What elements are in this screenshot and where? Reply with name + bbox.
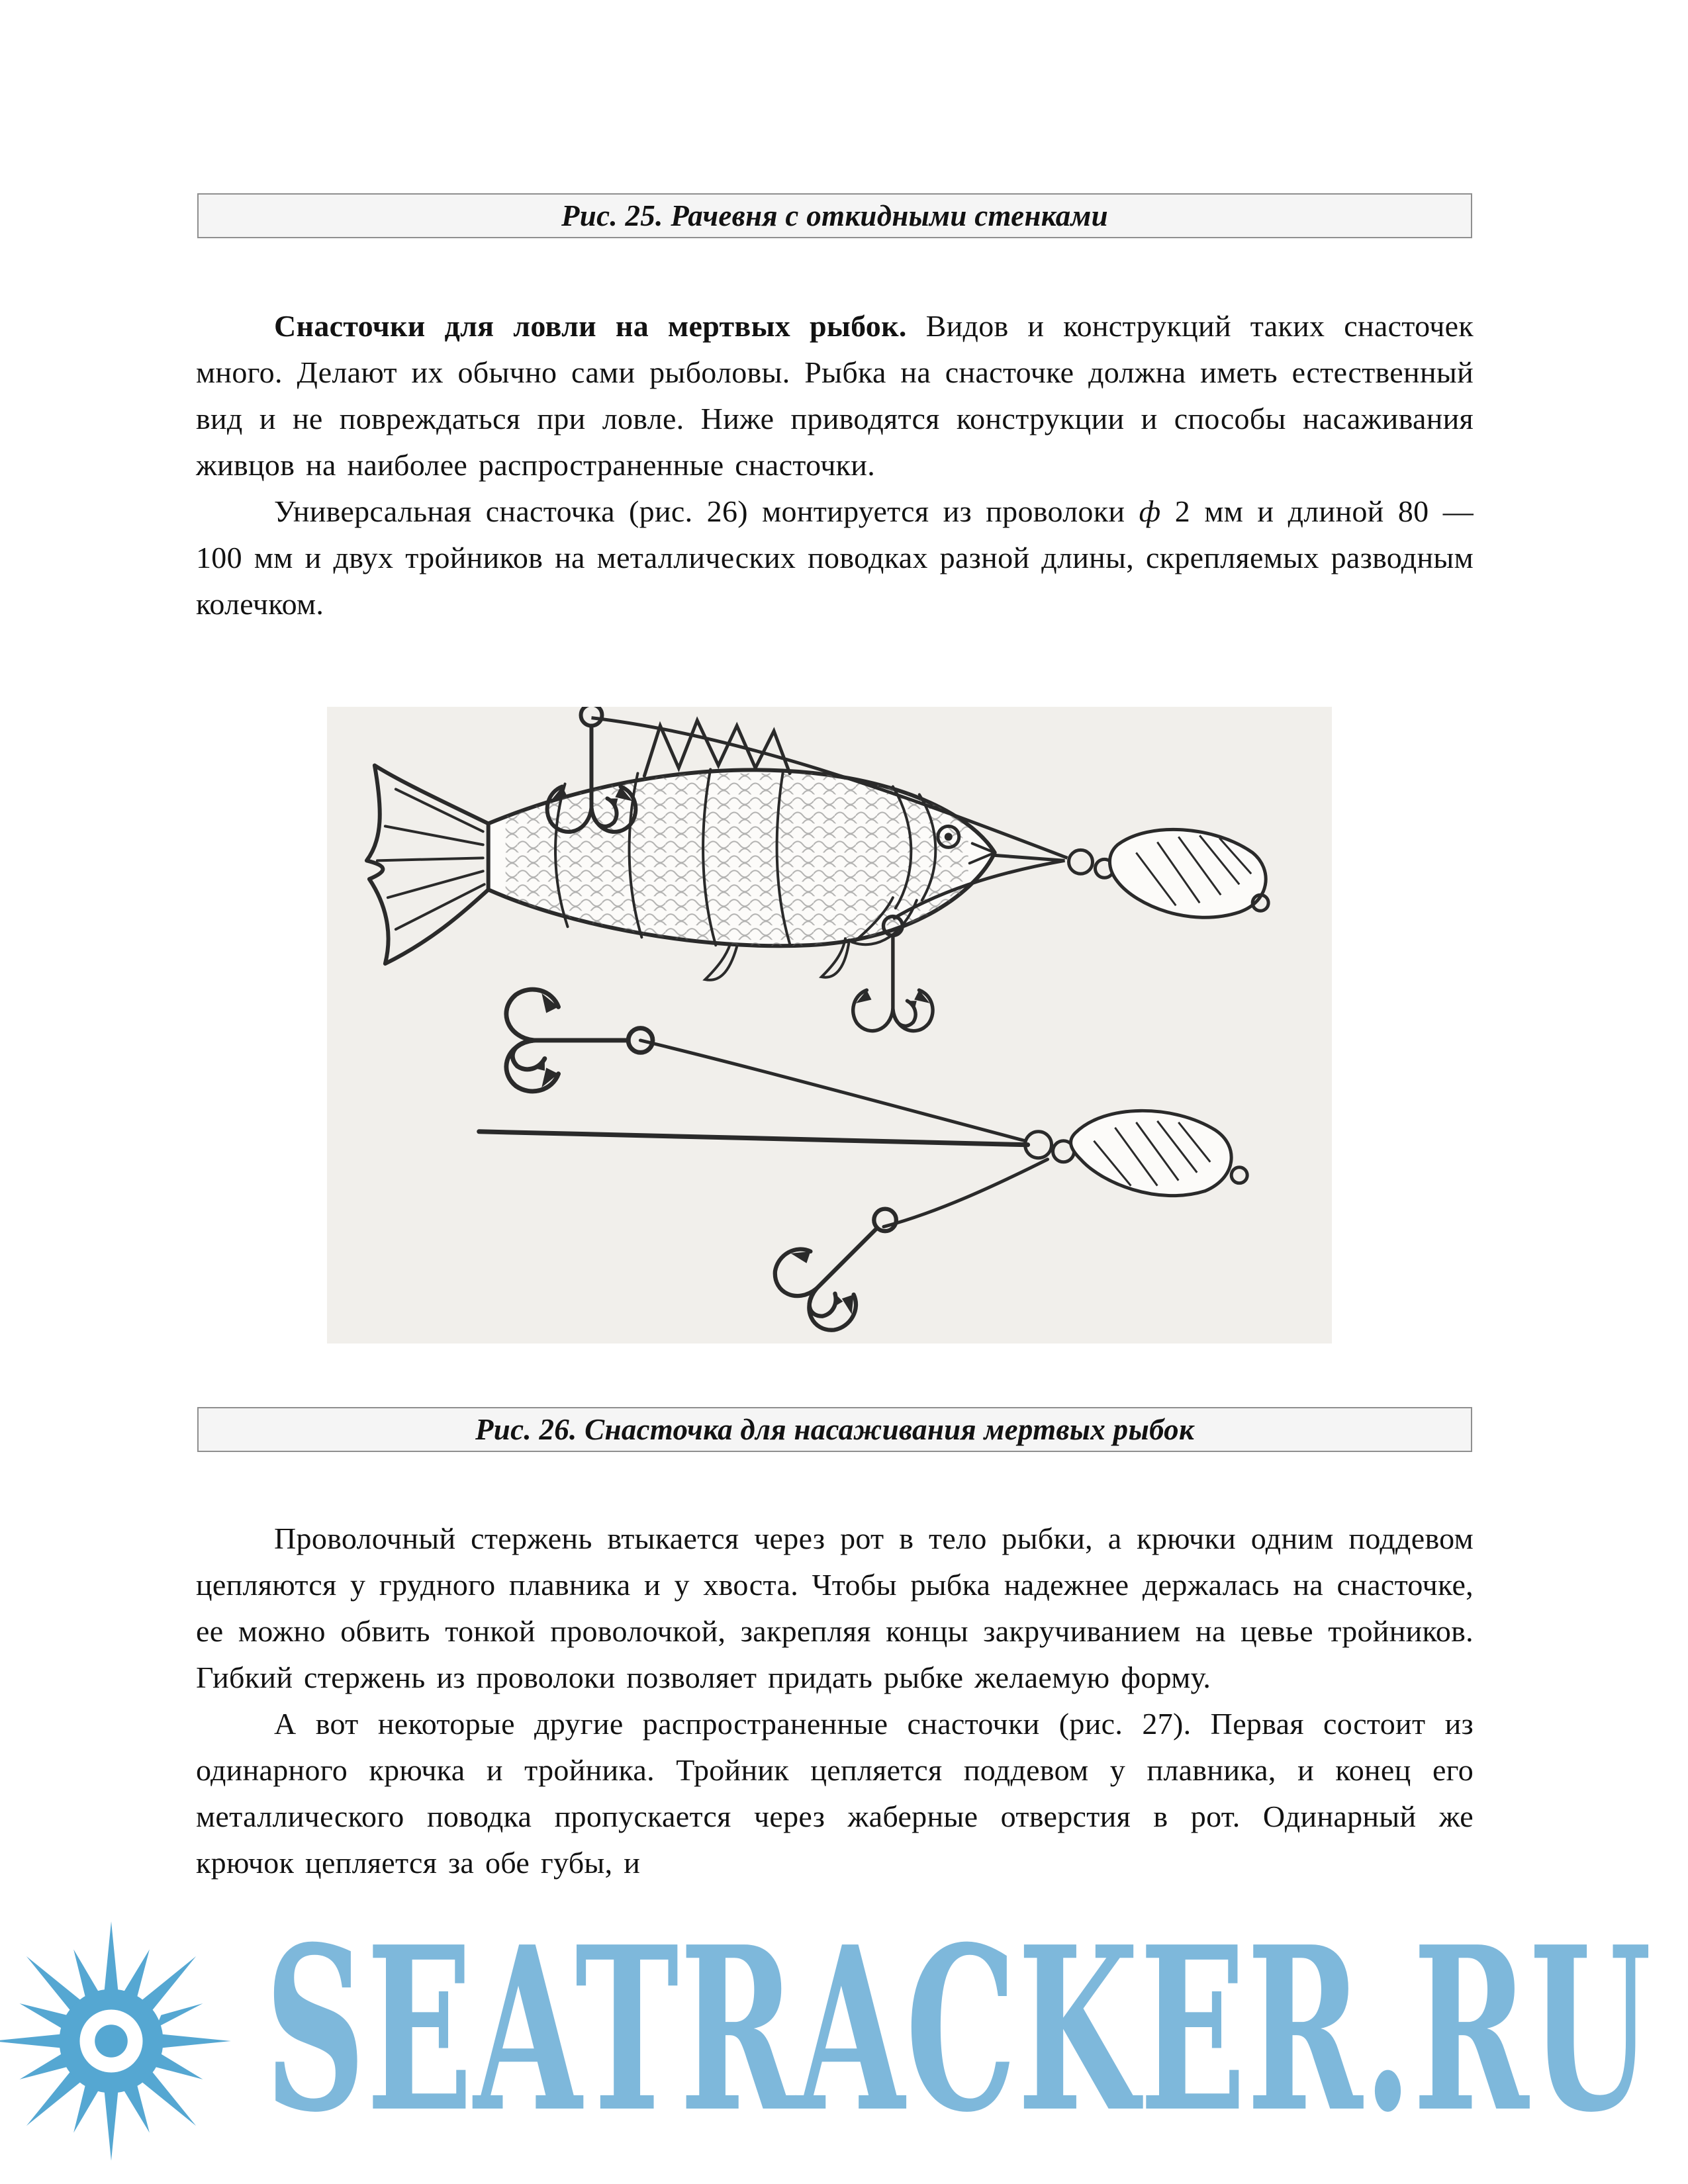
figure-26-caption-box	[197, 1407, 1472, 1452]
watermark	[0, 1898, 1688, 2184]
watermark-text: SEATRACKER.RU	[265, 1898, 1652, 2162]
paragraph-1-lead: Снасточки для ловли на мертвых рыбок.	[274, 309, 907, 343]
paragraph-1-rest: Видов и конструкций таких снасточек много. Делают их обычно сами рыболовы. Рыбка на снасточке должна иметь естественный вид и не повреждаться при ловле. Ниже приводятся конструкции и способы насаживания живцов на наиболее распространенные снасточки.	[196, 309, 1474, 482]
figure-26-illustration	[327, 707, 1332, 1343]
paragraph-2-phi: ф	[1139, 494, 1161, 528]
sun-logo-icon	[0, 1918, 234, 2164]
paragraph-2-a: Универсальная снасточка (рис. 26) монтируется из проволоки	[274, 494, 1139, 528]
figure-25-caption-box	[197, 193, 1472, 238]
text-block-2	[196, 1516, 1474, 1886]
figure-26-caption: Рис. 26. Снасточка для насаживания мертвых рыбок	[475, 1413, 1195, 1446]
paragraph-3: Проволочный стержень втыкается через рот в тело рыбки, а крючки одним поддевом цепляются у грудного плавника и у хвоста. Чтобы рыбка надежнее держалась на снасточке, ее можно обвить тонкой проволочкой, закрепляя концы закручиванием на цевье тройников. Гибкий стержень из проволоки позволяет придать рыбке желаемую форму.	[196, 1522, 1474, 1694]
paragraph-2-b: 2 мм и длиной 80 —100 мм и двух тройников на металлических поводках разной длины, скрепляемых разводным колечком.	[196, 494, 1474, 621]
fish-rig-drawing	[327, 707, 1332, 1343]
text-block-1	[196, 303, 1474, 627]
paragraph-4: А вот некоторые другие распространенные снасточки (рис. 27). Первая состоит из одинарного крючка и тройника. Тройник цепляется поддевом у плавника, и конец его металлического поводка пропускается через жаберные отверстия в рот. Одинарный же крючок цепляется за обе губы, и	[196, 1707, 1474, 1880]
paragraph-2	[196, 488, 1474, 627]
paragraph-1	[196, 303, 1474, 488]
figure-25-caption: Рис. 25. Рачевня с откидными стенками	[561, 199, 1108, 232]
